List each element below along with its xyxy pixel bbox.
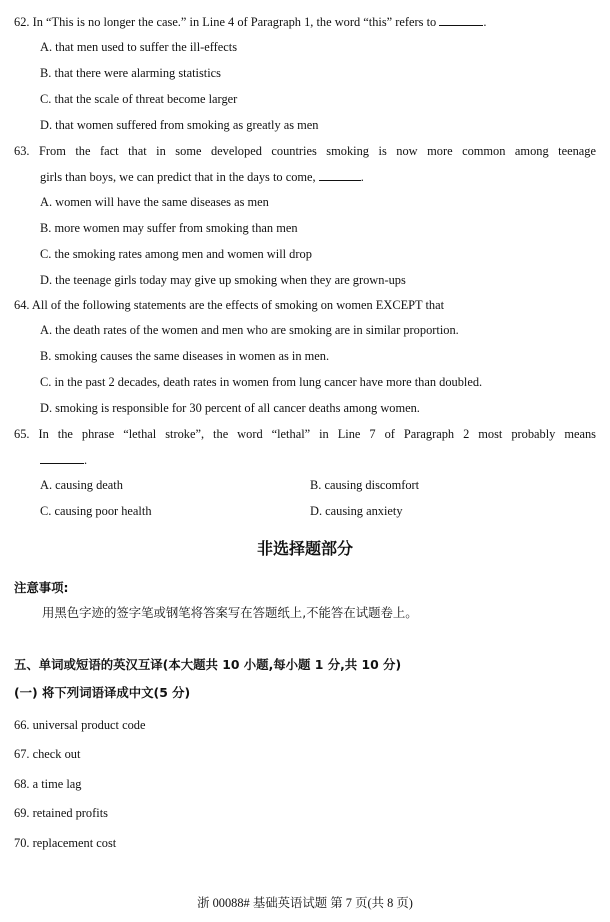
question-text: From the fact that in some developed countries smoking is now more common among teenage bbox=[39, 144, 596, 158]
option-b: B. that there were alarming statistics bbox=[40, 66, 222, 80]
question-65-stem bbox=[14, 426, 596, 442]
list-item: 69. retained profits bbox=[14, 806, 108, 820]
part5-heading: 五、单词或短语的英汉互译(本大题共 10 小题,每小题 1 分,共 10 分) bbox=[14, 657, 402, 672]
option-a: A. that men used to suffer the ill-effects bbox=[40, 40, 238, 54]
question-text: All of the following statements are the effects of smoking on women EXCEPT that bbox=[31, 298, 445, 312]
question-62-stem: 62. In “This is no longer the case.” in Line 4 of Paragraph 1, the word “this” refers to . bbox=[14, 15, 487, 29]
list-item: 66. universal product code bbox=[14, 718, 146, 732]
section-title: 非选择题部分 bbox=[256, 539, 353, 558]
question-63-stem bbox=[14, 143, 596, 159]
list-item: 68. a time lag bbox=[14, 777, 82, 791]
option-c: C. causing poor health bbox=[40, 504, 152, 518]
answer-blank bbox=[40, 453, 84, 464]
page-footer: 浙 00088# 基础英语试题 第 7 页(共 8 页) bbox=[197, 896, 413, 910]
option-d: D. that women suffered from smoking as greatly as men bbox=[40, 118, 319, 132]
option-b: B. causing discomfort bbox=[310, 478, 420, 492]
option-b: B. more women may suffer from smoking than men bbox=[40, 221, 298, 235]
option-c: C. in the past 2 decades, death rates in women from lung cancer have more than doubled. bbox=[40, 375, 483, 389]
question-text: In the phrase “lethal stroke”, the word “lethal” in Line 7 of Paragraph 2 most probably means bbox=[38, 427, 596, 441]
part5-subheading: (一) 将下列词语译成中文(5 分) bbox=[14, 685, 191, 700]
answer-blank bbox=[319, 170, 361, 181]
question-63-stem-cont: girls than boys, we can predict that in the days to come, . bbox=[40, 170, 364, 184]
option-a: A. women will have the same diseases as men bbox=[40, 195, 269, 209]
question-number: 64. bbox=[14, 298, 30, 312]
question-65-blank-line: . bbox=[40, 452, 87, 468]
option-a: A. the death rates of the women and men who are smoking are in similar proportion. bbox=[40, 323, 459, 337]
option-d: D. the teenage girls today may give up smoking when they are grown-ups bbox=[40, 273, 406, 287]
option-d: D. smoking is responsible for 30 percent of all cancer deaths among women. bbox=[40, 401, 420, 415]
list-item: 67. check out bbox=[14, 747, 81, 761]
option-b: B. smoking causes the same diseases in women as in men. bbox=[40, 349, 330, 363]
option-a: A. causing death bbox=[40, 478, 123, 492]
answer-blank bbox=[439, 15, 483, 26]
notice-text: 用黑色字迹的签字笔或钢笔将答案写在答题纸上,不能答在试题卷上。 bbox=[42, 605, 418, 620]
question-64-stem bbox=[14, 297, 444, 313]
question-text: In “This is no longer the case.” in Line 4 of Paragraph 1, the word “this” refers to bbox=[32, 15, 437, 29]
notice-heading: 注意事项: bbox=[14, 580, 69, 595]
option-d: D. causing anxiety bbox=[310, 504, 403, 518]
question-number: 63. bbox=[14, 144, 30, 158]
question-number: 65. bbox=[14, 427, 30, 441]
question-number: 62. bbox=[14, 15, 30, 29]
option-c: C. that the scale of threat become larger bbox=[40, 92, 238, 106]
option-c: C. the smoking rates among men and women will drop bbox=[40, 247, 312, 261]
list-item: 70. replacement cost bbox=[14, 836, 117, 850]
